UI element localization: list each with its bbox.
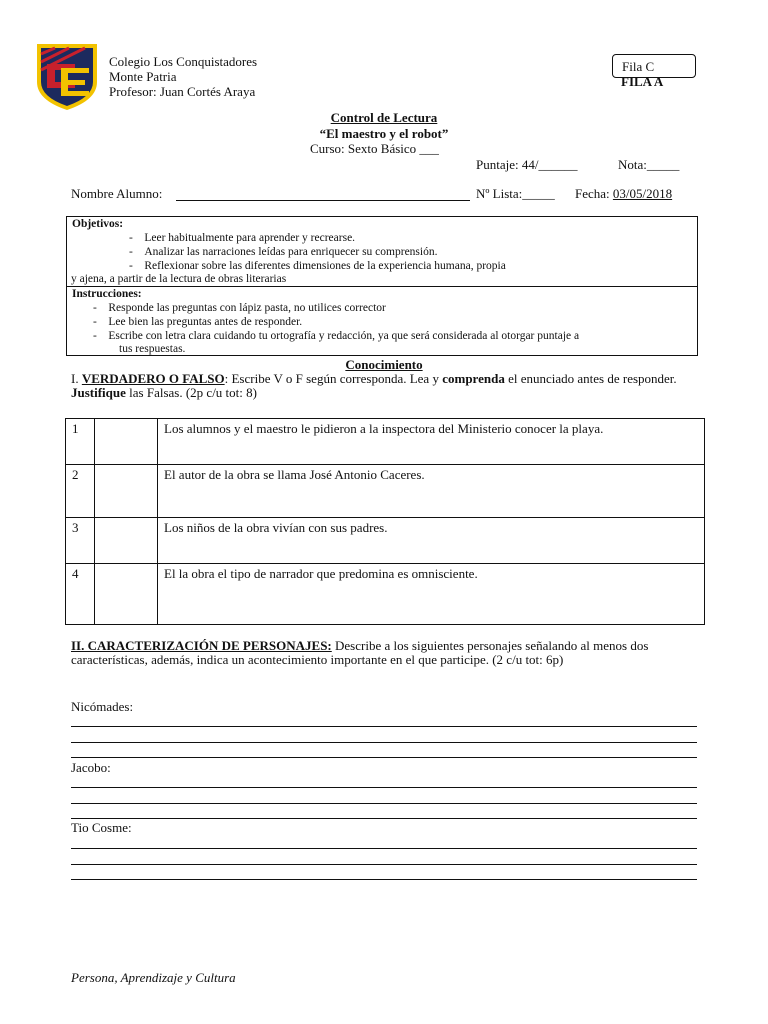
list-number-field: Nº Lista:_____: [476, 186, 555, 201]
table-row: [66, 518, 705, 564]
table-row: [66, 564, 705, 625]
character-label: Tio Cosme:: [71, 820, 132, 835]
writing-line[interactable]: [71, 726, 697, 727]
school-logo: [35, 42, 99, 112]
instructions-heading: Instrucciones:: [72, 288, 142, 300]
objective-continuation: y ajena, a partir de la lectura de obras literarias: [71, 273, 287, 285]
instruction-continuation: tus respuestas.: [119, 343, 186, 355]
objectives-heading: Objetivos:: [72, 218, 124, 230]
row-number: 2: [66, 465, 95, 518]
statement-text: Los alumnos y el maestro le pidieron a la inspectora del Ministerio conocer la playa.: [158, 419, 705, 465]
true-false-title: VERDADERO O FALSO: [81, 371, 225, 386]
score-field: Puntaje: 44/______: [476, 157, 578, 172]
writing-line[interactable]: [71, 864, 697, 865]
instruction-item: - Escribe con letra clara cuidando tu ortografía y redacción, ya que será considerada al otorgar puntaje a: [93, 330, 580, 342]
answer-cell[interactable]: [95, 465, 158, 518]
row-number: 1: [66, 419, 95, 465]
book-title: “El maestro y el robot”: [319, 126, 449, 141]
student-name-label: Nombre Alumno:: [71, 186, 163, 201]
row-number: 4: [66, 564, 95, 625]
writing-line[interactable]: [71, 787, 697, 788]
fila-box-label: Fila C: [622, 59, 655, 74]
objectives-instructions-box: [66, 216, 698, 356]
answer-cell[interactable]: [95, 564, 158, 625]
statement-text: Los niños de la obra vivían con sus padres.: [158, 518, 705, 564]
characterization-title: II. CARACTERIZACIÓN DE PERSONAJES:: [71, 638, 332, 653]
date-value: 03/05/2018: [612, 186, 673, 201]
character-label: Nicómades:: [71, 699, 134, 714]
writing-line[interactable]: [71, 879, 697, 880]
true-false-table: [65, 418, 705, 625]
instruction-item: - Responde las preguntas con lápiz pasta, no utilices corrector: [93, 302, 386, 314]
table-row: [66, 465, 705, 518]
box-divider: [67, 286, 697, 287]
row-number: 3: [66, 518, 95, 564]
character-label: Jacobo:: [71, 760, 111, 775]
writing-line[interactable]: [71, 757, 697, 758]
writing-line[interactable]: [71, 803, 697, 804]
objective-item: - Leer habitualmente para aprender y recrearse.: [129, 232, 356, 244]
school-location: Monte Patria: [109, 69, 177, 84]
answer-cell[interactable]: [95, 419, 158, 465]
writing-line[interactable]: [71, 848, 697, 849]
objective-item: - Analizar las narraciones leídas para enriquecer su comprensión.: [129, 246, 438, 258]
objective-item: - Reflexionar sobre las diferentes dimensiones de la experiencia humana, propia: [129, 260, 506, 272]
fila-label: FILA A: [621, 74, 664, 89]
statement-text: El autor de la obra se llama José Antonio Caceres.: [158, 465, 705, 518]
school-name: Colegio Los Conquistadores: [109, 54, 258, 69]
grade-field: Nota:_____: [618, 157, 680, 172]
teacher-name: Profesor: Juan Cortés Araya: [109, 84, 256, 99]
footer-motto: Persona, Aprendizaje y Cultura: [71, 970, 236, 985]
test-title: Control de Lectura: [330, 110, 438, 125]
instruction-item: - Lee bien las preguntas antes de responder.: [93, 316, 303, 328]
true-false-instructions: I. VERDADERO O FALSO: Escribe V o F según corresponda. Lea y comprenda el enunciado antes de responder. Justifique las Falsas. (2p c/u tot: 8): [71, 371, 677, 400]
school-info: [109, 54, 257, 99]
answer-cell[interactable]: [95, 518, 158, 564]
writing-line[interactable]: [71, 742, 697, 743]
table-row: [66, 419, 705, 465]
student-name-line: [176, 200, 470, 201]
writing-line[interactable]: [71, 818, 697, 819]
date-label: Fecha:: [575, 186, 610, 201]
characterization-instructions: II. CARACTERIZACIÓN DE PERSONAJES: Describe a los siguientes personajes señalando al menos dos características, además, indica un acontecimiento importante en el que participe. (2 c/u tot: 6p): [71, 638, 649, 667]
date-field: [575, 186, 672, 202]
course-label: Curso: Sexto Básico ___: [310, 141, 439, 156]
section-heading: Conocimiento: [345, 357, 423, 372]
statement-text: El la obra el tipo de narrador que predomina es omnisciente.: [158, 564, 705, 625]
